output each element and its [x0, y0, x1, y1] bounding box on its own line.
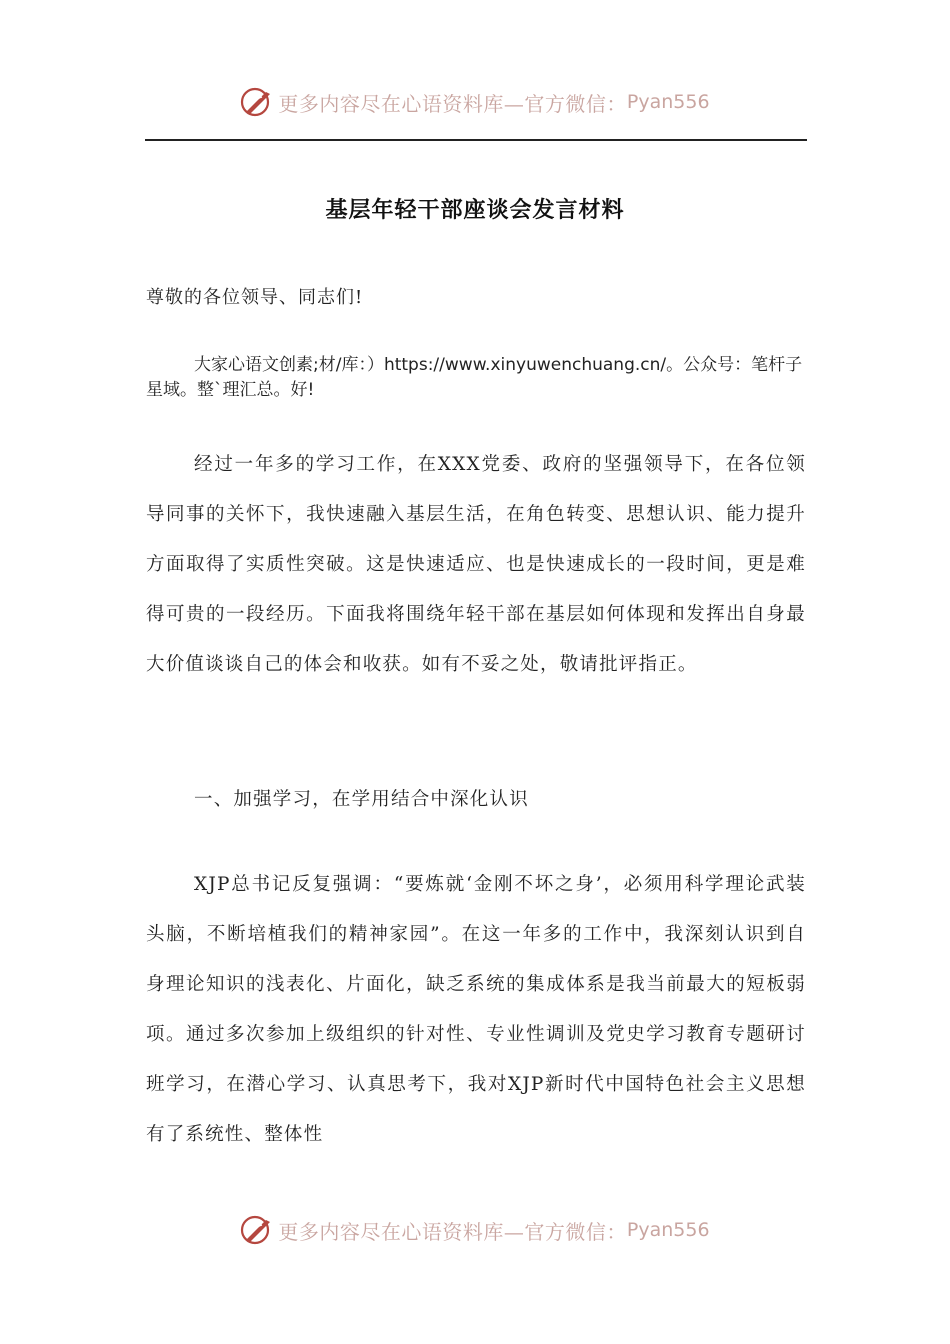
pen-logo-icon [240, 1213, 274, 1247]
banner-text: 更多内容尽在心语资料库—官方微信： [278, 91, 627, 116]
banner-wechat-id: Pyan556 [626, 1219, 710, 1241]
paragraph-section-1: XJP总书记反复强调：“要炼就‘金刚不坏之身’，必须用科学理论武装头脑，不断培植我们的精神家园”。在这一年多的工作中，我深刻认识到自身理论知识的浅表化、片面化，缺乏系统的集成体系是我当前最大的短板弱项。通过多次参加上级组织的针对性、专业性调训及党史学习教育专题研讨班学习，在潜心学习、认真思考下，我对XJP新时代中国特色社会主义思想有了系统性、整体性 [146, 874, 806, 1145]
section-heading-1: 一、加强学习，在学用结合中深化认识 [194, 789, 529, 810]
paragraph-intro: 经过一年多的学习工作，在XXX党委、政府的坚强领导下，在各位领导同事的关怀下，我快速融入基层生活，在角色转变、思想认识、能力提升方面取得了实质性突破。这是快速适应、也是快速成长的一段时间，更是难得可贵的一段经历。下面我将围绕年轻干部在基层如何体现和发挥出自身最大价值谈谈自己的体会和收获。如有不妥之处，敬请批评指正。 [146, 454, 806, 675]
header-rule [145, 139, 807, 141]
ad-text: 大家心语文创素;材/库：）https://www.xinyuwenchuang.cn/。公众号：笔杆子星域。整`理汇总。好! [146, 355, 803, 400]
header-banner [0, 82, 950, 122]
document-title: 基层年轻干部座谈会发言材料 [325, 198, 625, 223]
greeting: 尊敬的各位领导、同志们! [146, 287, 364, 308]
pen-logo-icon [240, 85, 274, 119]
banner-wechat-id: Pyan556 [626, 91, 710, 113]
banner-text: 更多内容尽在心语资料库—官方微信： [278, 1219, 627, 1244]
footer-banner [0, 1210, 950, 1250]
